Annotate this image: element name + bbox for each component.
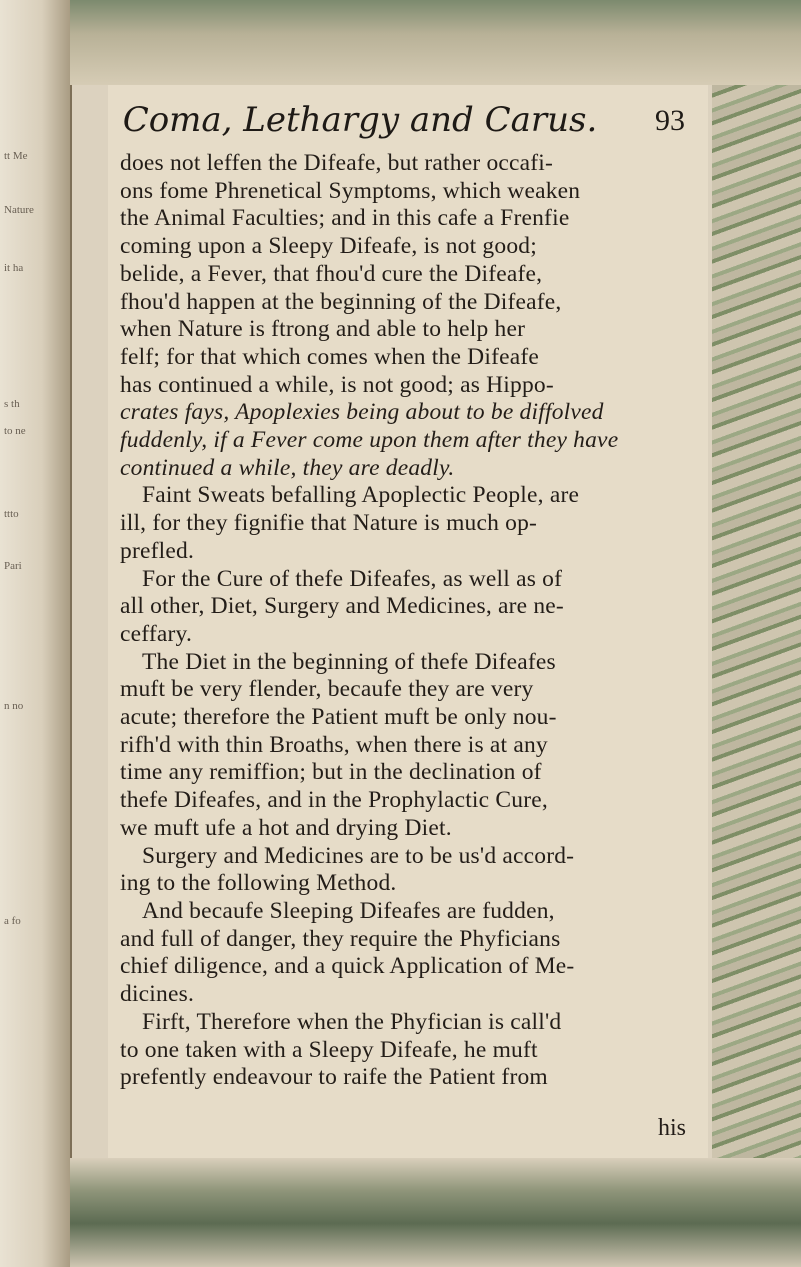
margin-fragment: to ne [4,425,26,437]
text-line: to one taken with a Sleepy Difeafe, he muft [120,1036,538,1063]
text-line: prefently endeavour to raife the Patient from [120,1064,548,1091]
text-line: ing to the following Method. [120,870,397,897]
text-line: Surgery and Medicines are to be us'd accord- [142,842,575,869]
text-line: does not leffen the Difeafe, but rather occafi- [120,150,554,176]
body-text [120,150,700,1092]
text-line: continued a while, they are deadly. [120,454,455,481]
text-line: the Animal Faculties; and in this cafe a Frenfie [120,205,570,232]
text-line: rifh'd with thin Broaths, when there is at any [120,731,548,758]
text-line: chief diligence, and a quick Application of Me- [120,953,575,980]
margin-fragment: n no [4,700,24,712]
decorative-right-border [712,85,801,1158]
margin-fragment: it ha [4,262,24,274]
text-line: time any remiffion; but in the declination of [120,759,542,786]
text-line: has continued a while, is not good; as Hippo- [120,371,554,398]
text-line: thefe Difeafes, and in the Prophylactic Cure, [120,787,548,814]
text-line: ons fome Phrenetical Symptoms, which weaken [120,177,581,204]
margin-fragment: a fo [4,915,21,927]
margin-fragment: Nature [4,204,34,216]
text-line: Firft, Therefore when the Phyfician is call'd [142,1008,562,1035]
margin-fragment: ttto [4,508,19,520]
decorative-bottom-band [70,1158,801,1267]
text-line: felf; for that which comes when the Difeafe [120,343,540,370]
text-line: crates fays, Apoplexies being about to be diffolved [120,399,604,426]
text-line: and full of danger, they require the Phyficians [120,925,561,952]
decorative-top-band [70,0,801,85]
text-line: ill, for they fignifie that Nature is much op- [120,510,538,537]
text-line: when Nature is ftrong and able to help her [120,316,526,343]
text-line: acute; therefore the Patient muft be only nou- [120,704,557,731]
text-line: coming upon a Sleepy Difeafe, is not good; [120,233,537,260]
page-number: 93 [655,104,685,137]
catchword: his [658,1115,687,1141]
text-line: fhou'd happen at the beginning of the Difeafe, [120,288,562,315]
text-line: dicines. [120,981,195,1008]
margin-fragment: Pari [4,560,22,572]
text-line: The Diet in the beginning of thefe Difeafes [142,648,556,675]
text-line: all other, Diet, Surgery and Medicines, are ne- [120,593,564,620]
facing-page-edge [0,0,72,1267]
text-line: ceffary. [120,620,193,647]
text-line: fuddenly, if a Fever come upon them after they have [120,427,619,454]
text-line: belide, a Fever, that fhou'd cure the Difeafe, [120,260,543,287]
text-line: muft be very flender, becaufe they are very [120,676,534,703]
text-line: we muft ufe a hot and drying Diet. [120,814,452,841]
text-line: Faint Sweats befalling Apoplectic People, are [142,482,580,509]
margin-fragment: tt Me [4,150,28,162]
text-line: And becaufe Sleeping Difeafes are fudden, [142,897,555,924]
text-line: For the Cure of thefe Difeafes, as well as of [142,565,563,592]
margin-fragment: s th [4,398,20,410]
running-head: Coma, Lethargy and Carus. [122,100,598,140]
text-line: prefled. [120,537,195,564]
